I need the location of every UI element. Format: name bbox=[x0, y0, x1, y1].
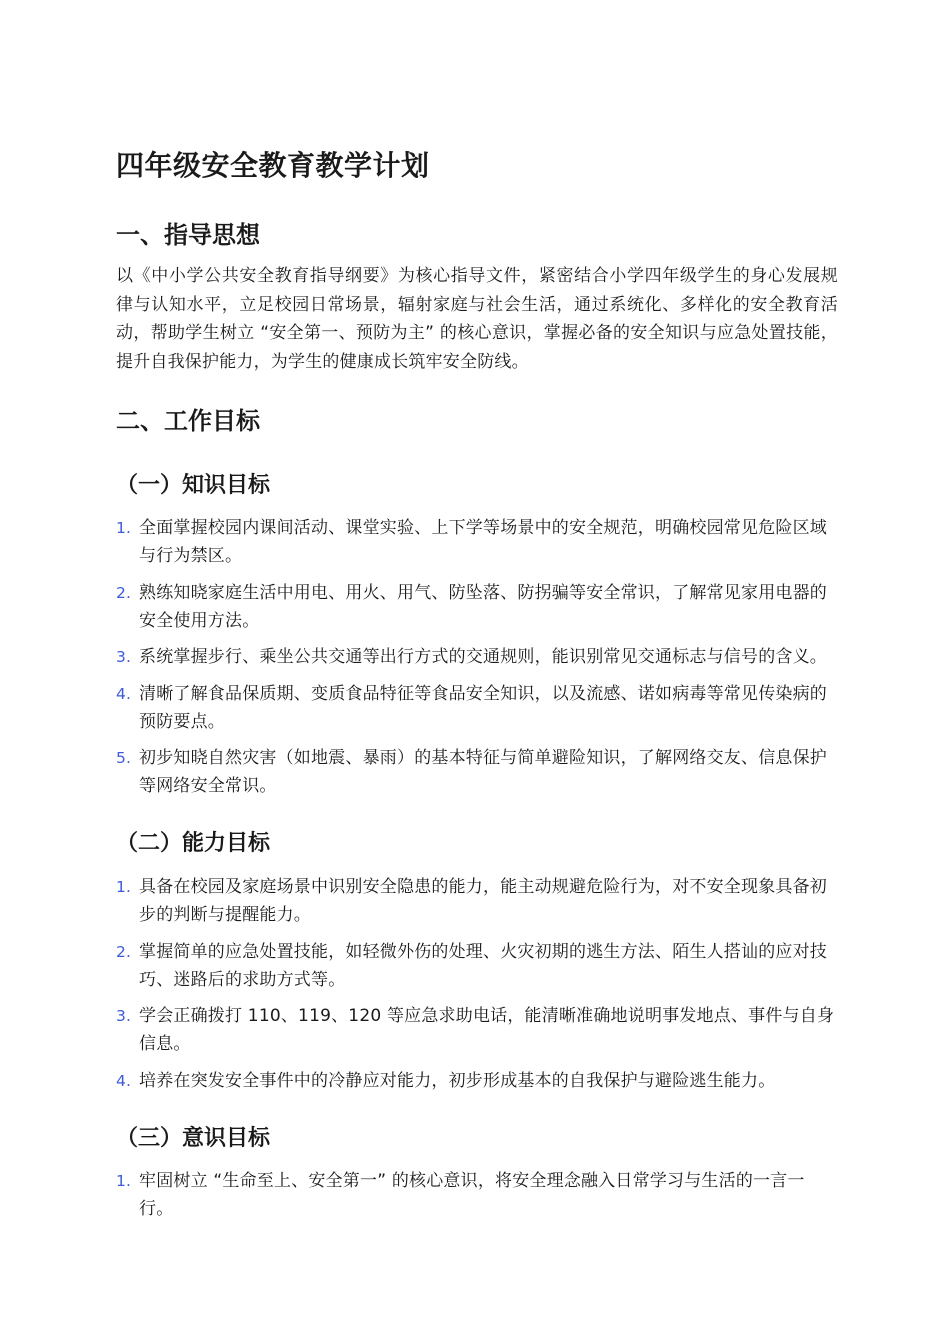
list-item-text: 具备在校园及家庭场景中识别安全隐患的能力，能主动规避危险行为，对不安全现象具备初步的判断与提醒能力。 bbox=[139, 877, 827, 925]
list-item-text: 清晰了解食品保质期、变质食品特征等食品安全知识，以及流感、诺如病毒等常见传染病的预防要点。 bbox=[139, 683, 827, 732]
subsection-heading-ability: （二）能力目标 bbox=[116, 831, 271, 856]
list-item bbox=[116, 1002, 838, 1058]
document-title: 四年级安全教育教学计划 bbox=[116, 149, 430, 182]
list-item bbox=[116, 1067, 838, 1095]
list-item-text: 初步知晓自然灾害（如地震、暴雨）的基本特征与简单避险知识，了解网络交友、信息保护等网络安全常识。 bbox=[139, 748, 827, 796]
list-item-number: 1. bbox=[116, 878, 132, 896]
section-heading-guiding: 一、指导思想 bbox=[116, 221, 260, 249]
list-item-number: 2. bbox=[116, 583, 132, 602]
list-item bbox=[116, 938, 838, 994]
list-item bbox=[116, 873, 838, 929]
list-item-number: 5. bbox=[116, 749, 132, 767]
list-item-number: 3. bbox=[116, 1007, 132, 1025]
list-item-number: 1. bbox=[116, 519, 132, 537]
list-item-number: 2. bbox=[116, 942, 132, 961]
list-item-number: 3. bbox=[116, 648, 132, 666]
subsection-heading-knowledge: （一）知识目标 bbox=[116, 473, 271, 498]
list-item bbox=[116, 744, 838, 800]
list-item bbox=[116, 514, 838, 570]
list-item-text: 培养在突发安全事件中的冷静应对能力，初步形成基本的自我保护与避险逃生能力。 bbox=[139, 1070, 776, 1091]
awareness-goals-list bbox=[116, 1167, 838, 1232]
guiding-paragraph: 以《中小学公共安全教育指导纲要》为核心指导文件，紧密结合小学四年级学生的身心发展规律与认知水平，立足校园日常场景，辐射家庭与社会生活，通过系统化、多样化的安全教育活动，帮助学生树立 “安全第一、预防为主” 的核心意识，掌握必备的安全知识与应急处置技能，提升自我保护能力，为学生的健康成长筑牢安全防线。 bbox=[116, 266, 838, 372]
list-item-number: 4. bbox=[116, 1071, 132, 1090]
section-heading-goals: 二、工作目标 bbox=[116, 407, 260, 435]
list-item bbox=[116, 680, 838, 736]
list-item-text: 系统掌握步行、乘坐公共交通等出行方式的交通规则，能识别常见交通标志与信号的含义。 bbox=[139, 647, 827, 667]
list-item-text: 学会正确拨打 110、119、120 等应急求助电话，能清晰准确地说明事发地点、事件与自身信息。 bbox=[139, 1006, 835, 1054]
list-item-number: 4. bbox=[116, 684, 132, 703]
list-item-text: 掌握简单的应急处置技能，如轻微外伤的处理、火灾初期的逃生方法、陌生人搭讪的应对技巧、迷路后的求助方式等。 bbox=[139, 941, 827, 990]
list-item bbox=[116, 579, 838, 635]
list-item bbox=[116, 643, 838, 671]
list-item-text: 全面掌握校园内课间活动、课堂实验、上下学等场景中的安全规范，明确校园常见危险区域与行为禁区。 bbox=[139, 518, 827, 566]
list-item bbox=[116, 1167, 838, 1223]
ability-goals-list bbox=[116, 873, 838, 1103]
list-item-text: 牢固树立 “生命至上、安全第一” 的核心意识，将安全理念融入日常学习与生活的一言一行。 bbox=[139, 1171, 805, 1219]
list-item-number: 1. bbox=[116, 1172, 132, 1190]
knowledge-goals-list bbox=[116, 514, 838, 809]
list-item-text: 熟练知晓家庭生活中用电、用火、用气、防坠落、防拐骗等安全常识，了解常见家用电器的安全使用方法。 bbox=[139, 582, 827, 631]
subsection-heading-awareness: （三）意识目标 bbox=[116, 1126, 271, 1151]
